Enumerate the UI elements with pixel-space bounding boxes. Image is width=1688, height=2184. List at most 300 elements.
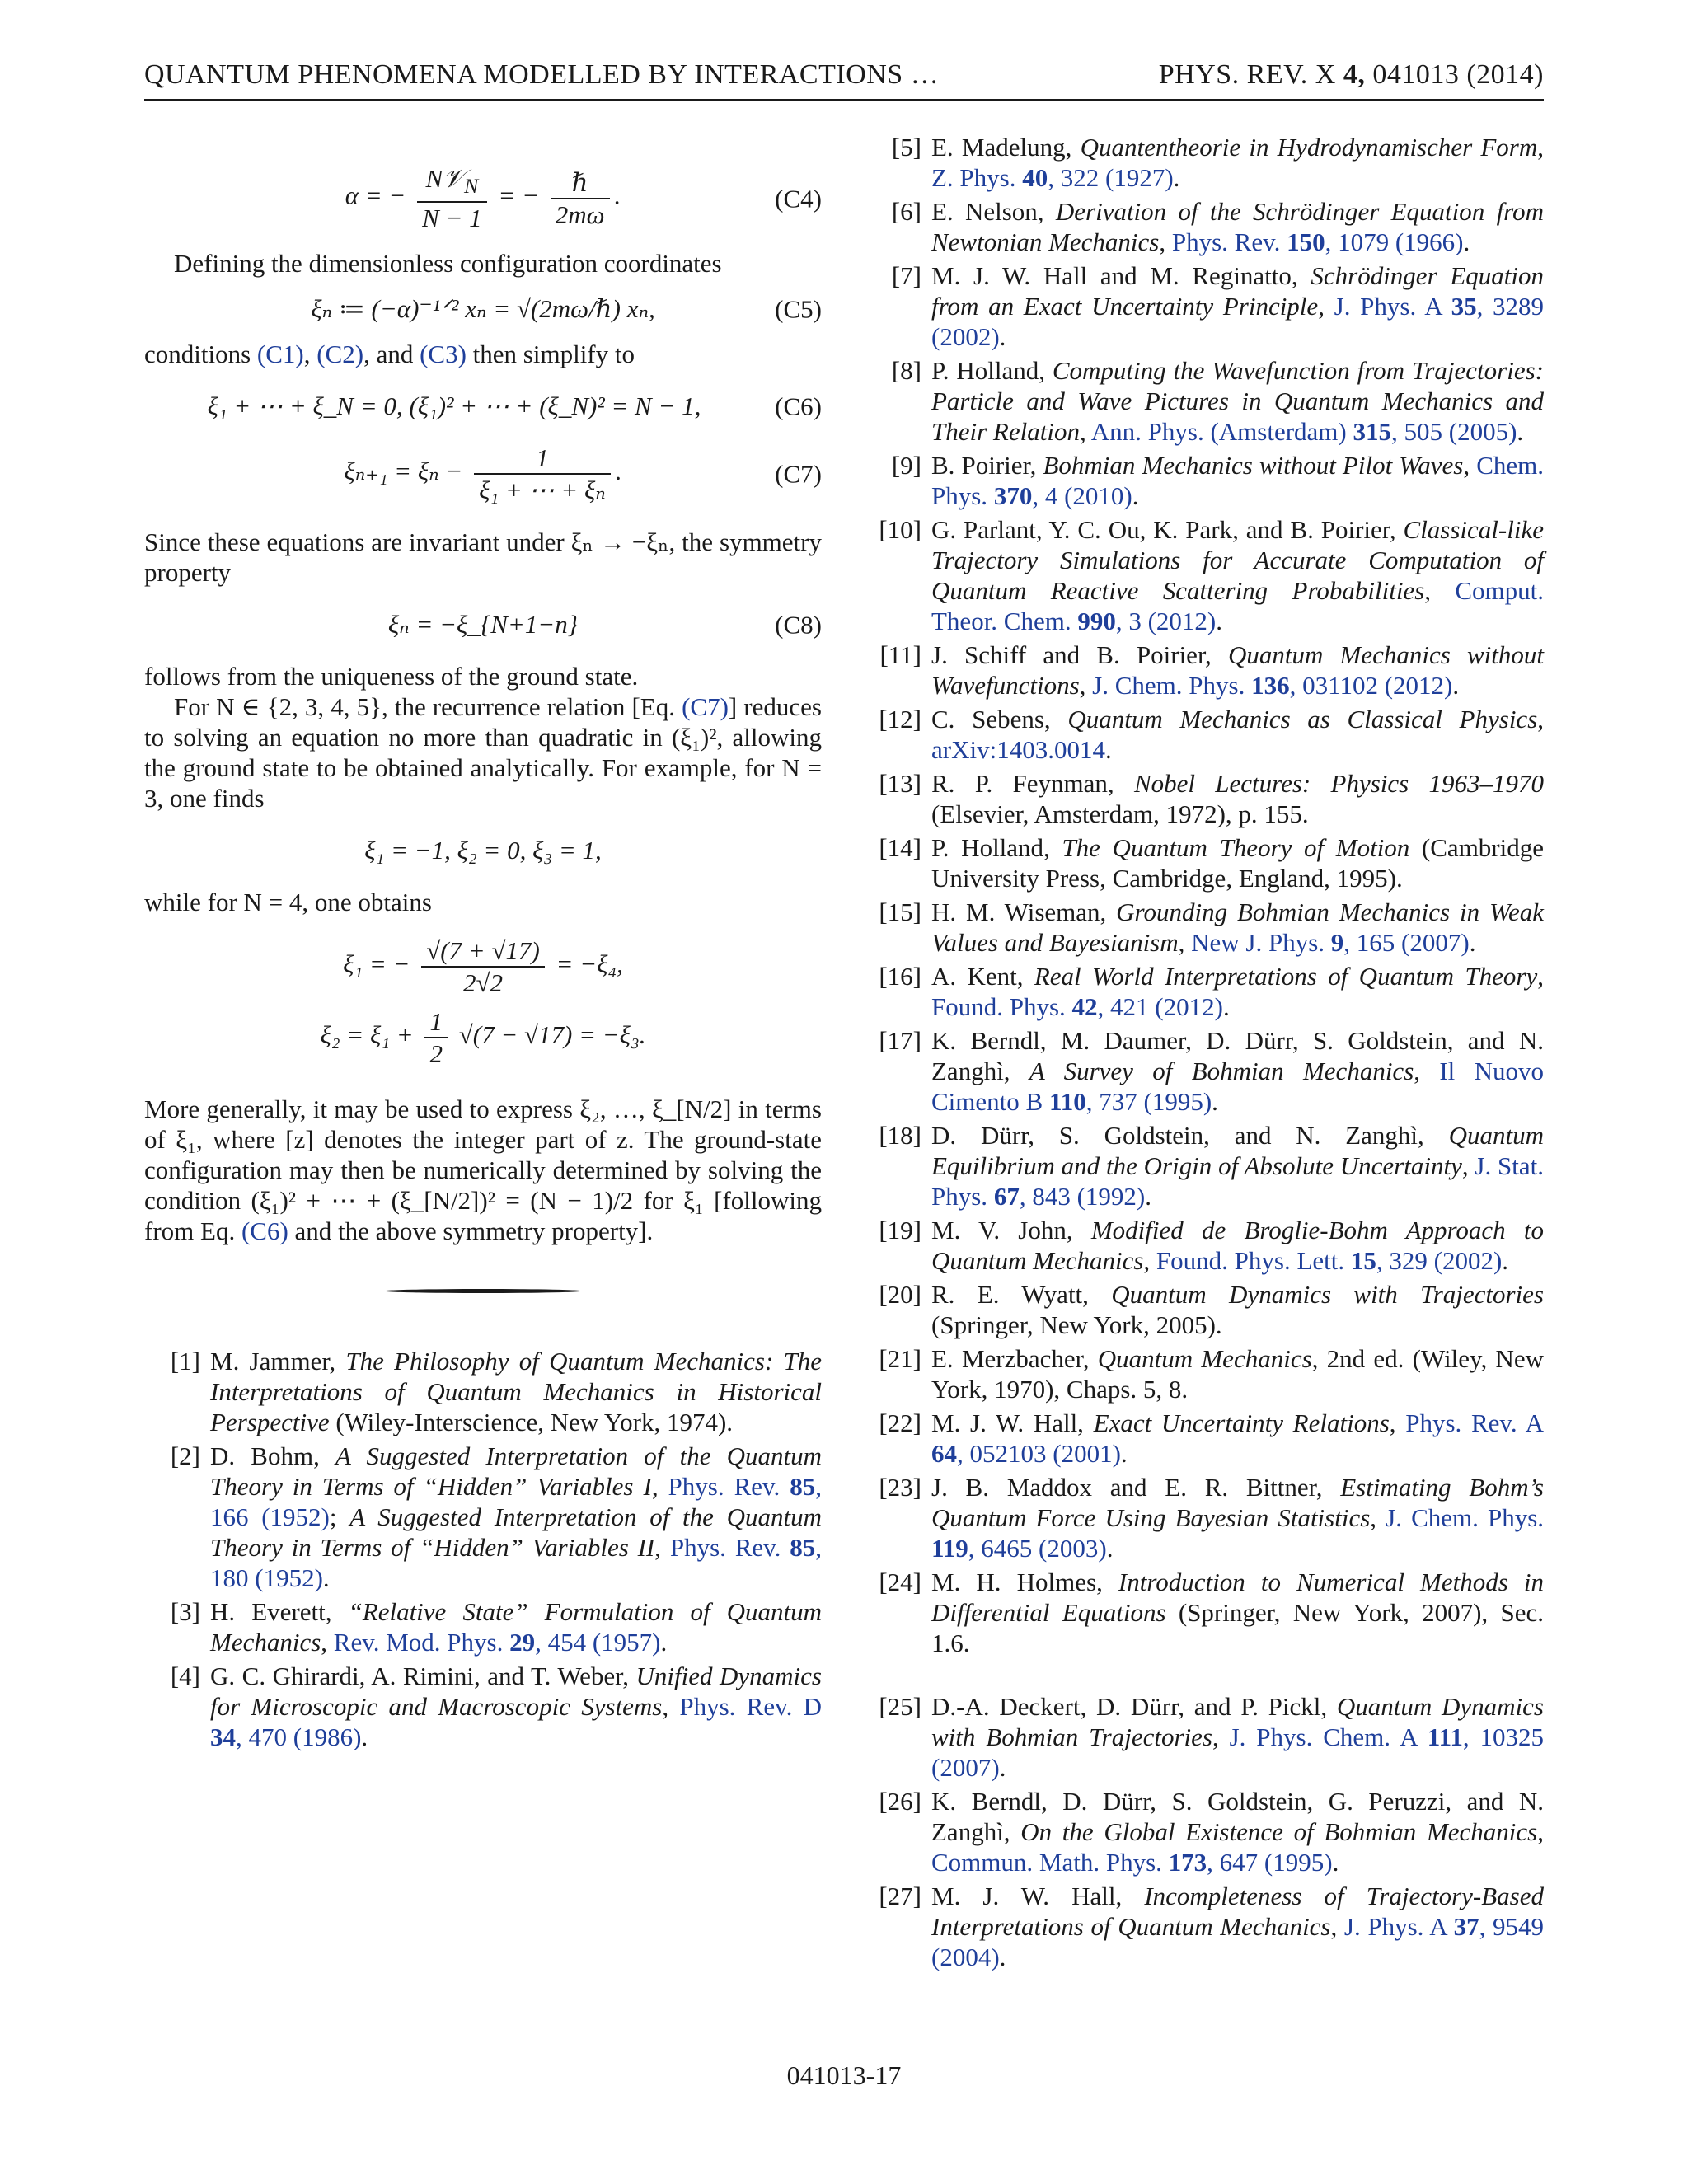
reference-number: [21] <box>879 1344 921 1373</box>
eq-c4-frac1-num: N𝒱 <box>425 164 464 193</box>
reference-number: [7] <box>891 261 921 290</box>
reference-volume: 85 <box>790 1472 816 1502</box>
reference-text-segment: , <box>1461 1151 1475 1180</box>
p7-post: and the above symmetry property]. <box>288 1216 654 1246</box>
reference-end: . <box>1517 417 1524 446</box>
reference-item <box>865 640 1544 701</box>
reference-number: [19] <box>879 1216 921 1244</box>
eq-c6-label: (C6) <box>775 391 822 421</box>
reference-text <box>210 1596 822 1657</box>
reference-title: A Survey of Bohmian Mechanics <box>1029 1057 1414 1085</box>
reference-link[interactable] <box>1191 928 1470 957</box>
eq-c4-frac2-num: ℏ <box>551 167 610 199</box>
reference-item <box>865 1279 1544 1340</box>
reference-journal: Commun. Math. Phys. <box>931 1848 1169 1877</box>
reference-volume: 990 <box>1077 607 1116 635</box>
eq-n4a-num: √(7 + √17) <box>421 935 545 968</box>
reference-end: . <box>1469 928 1476 957</box>
reference-text-segment: , <box>1424 576 1456 605</box>
reference-authors: H. M. Wiseman, <box>931 898 1117 926</box>
reference-title: Real World Interpretations of Quantum Theory <box>1034 962 1538 991</box>
reference-authors: D. Dürr, S. Goldstein, and N. Zanghì, <box>931 1121 1449 1150</box>
reference-end: . <box>361 1722 368 1752</box>
reference-journal: Rev. Mod. Phys. <box>333 1628 510 1657</box>
reference-item <box>865 1472 1544 1563</box>
reference-title: Exact Uncertainty Relations <box>1093 1408 1390 1437</box>
reference-number: [9] <box>891 451 921 480</box>
reference-text-segment: , <box>651 1472 668 1502</box>
eq-c4-frac1-sub: N <box>464 174 479 199</box>
reference-title: Modified de Broglie-Bohm Approach to Quantum Mechanics <box>931 1216 1544 1275</box>
eq-c7-lhs: ξₙ₊₁ = ξₙ − <box>344 457 463 486</box>
reference-number: [25] <box>879 1692 921 1721</box>
reference-pages: , 9549 (2004) <box>931 1912 1545 1971</box>
reference-journal: Phys. Rev. <box>668 1472 790 1502</box>
reference-title: A Suggested Interpretation of the Quantum Theory in Terms of “Hidden” Variables I <box>210 1441 822 1502</box>
p2-pre: conditions <box>144 340 257 369</box>
reference-authors: P. Holland, <box>931 833 1062 862</box>
paragraph-conditions <box>144 339 822 369</box>
reference-authors: E. Madelung, <box>931 133 1081 162</box>
eq-c4-tail: . <box>614 180 621 210</box>
reference-title: Quantum Dynamics with Trajectories <box>1111 1280 1544 1309</box>
reference-number: [12] <box>879 705 921 733</box>
reference-text-segment: , <box>1318 292 1334 321</box>
reference-text <box>931 1881 1544 1972</box>
reference-pages: , 166 (1952) <box>210 1472 822 1532</box>
reference-volume: 40 <box>1022 163 1048 192</box>
paragraph-n4: while for N = 4, one obtains <box>144 888 432 917</box>
eq-c5-label: (C5) <box>775 294 822 324</box>
eq-n4b-fraction <box>424 1006 448 1069</box>
reference-volume: 35 <box>1451 292 1477 321</box>
reference-volume: 111 <box>1427 1722 1463 1751</box>
reference-title: “Relative State” Formulation of Quantum Mechanics <box>210 1597 822 1657</box>
reference-item <box>865 1786 1544 1877</box>
reference-item <box>865 260 1544 352</box>
eq-c7-num: 1 <box>474 443 611 475</box>
reference-text <box>931 961 1544 1022</box>
reference-end: . <box>1332 1848 1339 1877</box>
reference-journal: J. Phys. A <box>1343 1912 1454 1941</box>
reference-volume: 173 <box>1168 1848 1207 1877</box>
reference-title: The Philosophy of Quantum Mechanics: The Interpretations of Quantum Mechanics in Historical Perspective <box>210 1347 822 1437</box>
reference-number: [2] <box>170 1441 200 1471</box>
reference-text-segment: , <box>1537 133 1544 162</box>
reference-text <box>931 1279 1544 1340</box>
reference-text-segment: (Wiley-Interscience, New York, 1974). <box>329 1408 734 1437</box>
paragraph-invariance: Since these equations are invariant under ξₙ → −ξₙ, the symmetry property <box>144 527 822 588</box>
reference-text-segment: , <box>1212 1722 1230 1751</box>
p2-post: then simplify to <box>466 340 635 369</box>
reference-journal: J. Chem. Phys. <box>1092 671 1252 700</box>
reference-journal: J. Chem. Phys. <box>1386 1503 1545 1532</box>
reference-text-segment: , <box>1537 962 1544 991</box>
reference-pages: , 052103 (2001) <box>957 1439 1121 1468</box>
reference-item <box>865 768 1544 829</box>
reference-text <box>931 1408 1544 1469</box>
reference-number: [3] <box>170 1597 200 1627</box>
reference-volume: 67 <box>993 1182 1020 1211</box>
reference-title: Quantum Mechanics as Classical Physics <box>1067 705 1538 733</box>
reference-text <box>931 1215 1544 1276</box>
reference-text <box>931 704 1544 765</box>
link-c6[interactable]: (C6) <box>241 1216 288 1246</box>
reference-title: Estimating Bohm’s Quantum Force Using Bayesian Statistics <box>931 1473 1544 1532</box>
reference-item <box>865 704 1544 765</box>
eq-n4a-den: 2√2 <box>462 968 503 998</box>
reference-item <box>865 450 1544 511</box>
reference-journal: Comput. Theor. Chem. <box>931 576 1545 635</box>
reference-item <box>865 196 1544 257</box>
reference-pages: , 454 (1957) <box>535 1628 661 1657</box>
reference-title: Bohmian Mechanics without Pilot Waves <box>1043 451 1464 480</box>
reference-item <box>865 897 1544 958</box>
reference-text-segment: , <box>654 1533 670 1563</box>
eq-c7-fraction <box>474 443 611 505</box>
paragraph-uniqueness: follows from the uniqueness of the ground state. <box>144 662 639 691</box>
reference-link[interactable] <box>1091 417 1517 446</box>
reference-text <box>931 1472 1544 1563</box>
reference-authors: M. J. W. Hall and M. Reginatto, <box>931 261 1311 290</box>
equation-c4 <box>144 163 822 233</box>
eq-n4a-tail: = −ξ₄, <box>556 949 623 979</box>
reference-end: . <box>999 322 1006 351</box>
reference-authors: H. Everett, <box>210 1597 349 1627</box>
reference-number: [4] <box>170 1661 200 1691</box>
link-c7[interactable]: (C7) <box>682 692 729 722</box>
reference-pages: , 3 (2012) <box>1115 607 1217 635</box>
reference-pages: , 165 (2007) <box>1343 928 1470 957</box>
reference-journal: Il Nuovo Cimento B <box>931 1057 1545 1116</box>
reference-number: [27] <box>879 1882 921 1910</box>
reference-item <box>865 1567 1544 1658</box>
reference-volume: 85 <box>790 1533 816 1563</box>
reference-pages: , 1079 (1966) <box>1325 227 1464 256</box>
reference-text <box>210 1441 822 1593</box>
equation-n3: ξ₁ = −1, ξ₂ = 0, ξ₃ = 1, <box>364 836 602 865</box>
reference-journal: Phys. Rev. D <box>679 1692 823 1722</box>
eq-c4-frac2-den: 2mω <box>555 199 605 229</box>
reference-end: . <box>999 1943 1006 1971</box>
reference-authors: M. J. W. Hall, <box>931 1408 1094 1437</box>
reference-link[interactable] <box>1172 227 1464 256</box>
reference-number: [14] <box>879 833 921 862</box>
reference-text-segment: , <box>1330 1912 1344 1941</box>
reference-text-segment: , <box>1537 705 1545 733</box>
reference-separator: ; <box>329 1502 350 1532</box>
reference-text <box>931 132 1544 193</box>
reference-title: Quantum Equilibrium and the Origin of Absolute Uncertainty <box>931 1121 1544 1180</box>
reference-title: Quantentheorie in Hydrodynamischer Form <box>1080 133 1538 162</box>
reference-text <box>931 768 1544 829</box>
reference-authors: A. Kent, <box>931 962 1034 991</box>
reference-end: . <box>1173 163 1180 192</box>
reference-journal: arXiv:1403.0014 <box>931 735 1105 764</box>
link-c3[interactable]: (C3) <box>420 340 467 369</box>
reference-end: . <box>1145 1182 1151 1211</box>
reference-volume: 29 <box>509 1628 536 1657</box>
reference-title: Schrödinger Equation from an Exact Uncertainty Principle <box>931 261 1544 321</box>
right-column <box>865 132 1544 1975</box>
reference-text-segment: , <box>1389 1408 1406 1437</box>
reference-authors: B. Poirier, <box>931 451 1043 480</box>
reference-end: . <box>1104 735 1112 764</box>
reference-list-left <box>144 1346 822 1752</box>
reference-authors: G. Parlant, Y. C. Ou, K. Park, and B. Poirier, <box>931 515 1404 544</box>
reference-end: . <box>1463 227 1470 256</box>
reference-text-segment: , <box>662 1692 680 1722</box>
reference-number: [11] <box>879 640 921 669</box>
reference-volume: 315 <box>1353 417 1391 446</box>
reference-pages: , 470 (1986) <box>236 1722 362 1752</box>
reference-title: Derivation of the Schrödinger Equation from Newtonian Mechanics <box>931 197 1544 256</box>
reference-text-segment: , <box>1414 1057 1440 1085</box>
reference-link[interactable] <box>1156 1246 1502 1275</box>
reference-text-segment: , <box>1537 1817 1544 1846</box>
reference-number: [17] <box>879 1026 921 1055</box>
reference-authors: M. V. John, <box>931 1216 1091 1244</box>
p5-post: ] reduces to solving an equation no more than quadratic in (ξ₁)², allowing the ground state to be obtained analytically. For example, for N = 3, one finds <box>144 692 822 813</box>
reference-journal: Phys. Rev. <box>1171 227 1287 256</box>
reference-link[interactable] <box>931 163 1174 192</box>
equation-n4-xi1 <box>144 935 822 998</box>
reference-pages: , 180 (1952) <box>210 1533 822 1593</box>
equation-n4-xi2 <box>144 1006 822 1069</box>
reference-number: [10] <box>879 515 921 544</box>
reference-text <box>931 640 1544 701</box>
reference-text-segment: , 2nd ed. (Wiley, New York, 1970), Chaps. 5, 8. <box>931 1344 1545 1404</box>
reference-end: . <box>322 1563 330 1593</box>
reference-journal: Ann. Phys. (Amsterdam) <box>1090 417 1353 446</box>
reference-link[interactable] <box>1092 671 1452 700</box>
eq-c4-mid: = − <box>498 180 540 210</box>
reference-journal: Phys. Rev. <box>669 1533 790 1563</box>
reference-item <box>865 514 1544 636</box>
reference-item <box>865 355 1544 447</box>
eq-c5-body: ξₙ ≔ (−α)⁻¹ᐟ² xₙ = √(2mω/ℏ) xₙ, <box>311 294 655 324</box>
reference-end: . <box>1132 481 1139 510</box>
reference-title: On the Global Existence of Bohmian Mechanics <box>1020 1817 1538 1846</box>
eq-c4-label: (C4) <box>775 184 822 213</box>
eq-n4b-tail: √(7 − √17) = −ξ₃. <box>458 1020 646 1050</box>
reference-end: . <box>660 1628 668 1657</box>
reference-authors: P. Holland, <box>931 356 1053 385</box>
eq-c4-frac1-den: N − 1 <box>422 204 482 233</box>
reference-number: [18] <box>879 1121 921 1150</box>
reference-journal: J. Phys. Chem. A <box>1229 1722 1428 1751</box>
reference-title: Grounding Bohmian Mechanics in Weak Values and Bayesianism <box>931 898 1544 957</box>
reference-pages: , 10325 (2007) <box>931 1722 1545 1782</box>
reference-volume: 136 <box>1251 671 1290 700</box>
reference-journal: Found. Phys. Lett. <box>1156 1246 1351 1275</box>
equation-c5 <box>144 293 822 324</box>
reference-item <box>144 1661 822 1752</box>
eq-c7-label: (C7) <box>775 459 822 489</box>
reference-number: [20] <box>879 1280 921 1309</box>
reference-pages: , 737 (1995) <box>1085 1087 1212 1116</box>
eq-n4b-lhs: ξ₂ = ξ₁ + <box>320 1020 414 1050</box>
eq-c8-label: (C8) <box>775 610 822 640</box>
reference-text-segment: (Elsevier, Amsterdam, 1972), p. 155. <box>931 799 1309 828</box>
paragraph-general <box>144 1094 822 1246</box>
reference-text <box>931 260 1544 352</box>
reference-volume: 42 <box>1071 992 1098 1021</box>
reference-item <box>144 1596 822 1657</box>
reference-text <box>931 514 1544 636</box>
reference-authors: M. J. W. Hall, <box>931 1882 1145 1910</box>
reference-text <box>931 832 1544 893</box>
link-c1[interactable]: (C1) <box>256 340 304 369</box>
reference-number: [1] <box>170 1347 200 1376</box>
reference-gap <box>865 1661 1544 1691</box>
eq-c4-lhs: α = − <box>345 180 406 210</box>
reference-number: [16] <box>879 962 921 991</box>
eq-n4a-lhs: ξ₁ = − <box>343 949 410 979</box>
reference-authors: E. Nelson, <box>931 197 1056 226</box>
reference-authors: J. Schiff and B. Poirier, <box>931 640 1228 669</box>
header-volume: 4, <box>1343 59 1366 90</box>
reference-text-segment: , <box>1079 417 1091 446</box>
p5-pre: For N ∈ {2, 3, 4, 5}, the recurrence relation [Eq. <box>174 692 682 722</box>
eq-c4-fraction-2 <box>551 167 610 230</box>
reference-item <box>865 1215 1544 1276</box>
reference-volume: 110 <box>1048 1087 1086 1116</box>
reference-pages: , 843 (1992) <box>1019 1182 1146 1211</box>
reference-item <box>865 1025 1544 1117</box>
header-journal: PHYS. REV. X <box>1158 59 1343 90</box>
paragraph-recurrence <box>144 691 822 813</box>
reference-authors: K. Berndl, D. Dürr, S. Goldstein, G. Peruzzi, and N. Zanghì, <box>931 1787 1544 1846</box>
reference-link[interactable] <box>334 1628 661 1657</box>
reference-volume: 15 <box>1350 1246 1376 1275</box>
reference-text-segment: , <box>1079 671 1093 700</box>
reference-pages: , 4 (2010) <box>1032 481 1132 510</box>
reference-authors: D.-A. Deckert, D. Dürr, and P. Pickl, <box>931 1692 1337 1721</box>
reference-link[interactable] <box>931 992 1223 1021</box>
reference-title: Quantum Mechanics without Wavefunctions <box>931 640 1544 700</box>
reference-number: [22] <box>879 1408 921 1437</box>
reference-authors: R. E. Wyatt, <box>931 1280 1112 1309</box>
reference-text <box>931 897 1544 958</box>
reference-text <box>931 1343 1544 1404</box>
eq-n4b-num: 1 <box>424 1006 448 1038</box>
header-article: 041013 (2014) <box>1365 59 1544 90</box>
reference-volume: 150 <box>1287 227 1325 256</box>
reference-text <box>210 1661 822 1752</box>
p2-sep1: , <box>303 340 317 369</box>
reference-item <box>865 1120 1544 1212</box>
reference-pages: , 3289 (2002) <box>931 292 1545 351</box>
reference-text <box>931 1786 1544 1877</box>
reference-title: A Suggested Interpretation of the Quantum Theory in Terms of “Hidden” Variables II <box>210 1502 822 1563</box>
reference-volume: 34 <box>210 1722 236 1752</box>
reference-volume: 119 <box>931 1534 968 1563</box>
reference-number: [8] <box>891 356 921 385</box>
page-number: 041013-17 <box>786 2060 902 2090</box>
reference-item <box>865 961 1544 1022</box>
section-end-ornament <box>384 1289 582 1293</box>
left-column <box>144 148 822 1755</box>
eq-c8-body: ξₙ = −ξ_{N+1−n} <box>387 610 579 640</box>
reference-end: . <box>1502 1246 1509 1275</box>
reference-title: The Quantum Theory of Motion <box>1062 833 1410 862</box>
reference-text-segment: , <box>1178 928 1192 957</box>
eq-n4b-den: 2 <box>429 1039 443 1069</box>
reference-journal: Z. Phys. <box>931 163 1023 192</box>
reference-pages: , 421 (2012) <box>1097 992 1223 1021</box>
reference-title: Nobel Lectures: Physics 1963–1970 <box>1133 769 1544 798</box>
reference-authors: M. Jammer, <box>210 1347 346 1376</box>
reference-number: [6] <box>891 197 921 226</box>
reference-title: Incompleteness of Trajectory-Based Interpretations of Quantum Mechanics <box>931 1882 1544 1941</box>
eq-c7-den: ξ₁ + ⋯ + ξₙ <box>479 476 606 505</box>
reference-journal: New J. Phys. <box>1191 928 1331 957</box>
reference-text <box>931 1025 1544 1117</box>
eq-c7-tail: . <box>615 457 622 486</box>
reference-item <box>865 832 1544 893</box>
reference-volume: 9 <box>1330 928 1344 957</box>
reference-journal: Phys. Rev. A <box>1405 1408 1545 1437</box>
reference-end: . <box>1212 1087 1218 1116</box>
reference-journal: Chem. Phys. <box>931 451 1544 510</box>
reference-number: [5] <box>891 133 921 162</box>
reference-item <box>865 1691 1544 1783</box>
reference-number: [13] <box>879 769 921 798</box>
reference-end: . <box>1106 1534 1114 1563</box>
reference-end: . <box>1120 1439 1128 1468</box>
paragraph-coordinates: Defining the dimensionless configuration coordinates <box>174 249 722 279</box>
reference-item <box>865 1881 1544 1972</box>
reference-title: Quantum Dynamics with Bohmian Trajectories <box>931 1692 1544 1751</box>
reference-title: Quantum Mechanics <box>1097 1344 1312 1373</box>
reference-text <box>931 1691 1544 1783</box>
reference-text-segment: , <box>1159 227 1172 256</box>
reference-text-segment: (Springer, New York, 2005). <box>931 1310 1222 1339</box>
reference-number: [24] <box>879 1568 921 1596</box>
reference-pages: , 329 (2002) <box>1376 1246 1503 1275</box>
reference-text-segment: , <box>1143 1246 1156 1275</box>
reference-number: [23] <box>879 1473 921 1502</box>
reference-item <box>865 1408 1544 1469</box>
reference-text-segment: (Cambridge University Press, Cambridge, England, 1995). <box>931 833 1545 893</box>
reference-text <box>931 196 1544 257</box>
reference-end: . <box>999 1753 1006 1782</box>
reference-pages: , 6465 (2003) <box>968 1534 1107 1563</box>
reference-authors: R. P. Feynman, <box>931 769 1134 798</box>
reference-authors: K. Berndl, M. Daumer, D. Dürr, S. Goldstein, and N. Zanghì, <box>931 1026 1544 1085</box>
reference-number: [26] <box>879 1787 921 1816</box>
reference-pages: , 647 (1995) <box>1207 1848 1333 1877</box>
link-c2[interactable]: (C2) <box>316 340 364 369</box>
running-header-citation <box>1159 59 1544 91</box>
reference-link[interactable] <box>931 1848 1333 1877</box>
reference-item <box>865 1343 1544 1404</box>
reference-pages: , 322 (1927) <box>1048 163 1174 192</box>
reference-journal: Found. Phys. <box>931 992 1072 1021</box>
reference-text-segment: , <box>1370 1503 1386 1532</box>
p2-sep2: , and <box>363 340 420 369</box>
reference-authors: J. B. Maddox and E. R. Bittner, <box>931 1473 1341 1502</box>
reference-title: Introduction to Numerical Methods in Differential Equations <box>931 1568 1544 1627</box>
reference-link[interactable] <box>931 735 1105 764</box>
reference-authors: M. H. Holmes, <box>931 1568 1118 1596</box>
reference-item <box>144 1441 822 1593</box>
reference-end: . <box>1222 992 1230 1021</box>
p7-pre: More generally, it may be used to express ξ₂, …, ξ_[N/2] in terms of ξ₁, where [z] denotes the integer part of z. The ground-state configuration may then be numerically determined by solving the condition (ξ₁)² + ⋯ + (ξ_[N/2])² = (N − 1)/2 for ξ₁ [following from Eq. <box>144 1094 822 1246</box>
reference-journal: J. Phys. A <box>1334 292 1451 321</box>
reference-pages: , 505 (2005) <box>1391 417 1517 446</box>
